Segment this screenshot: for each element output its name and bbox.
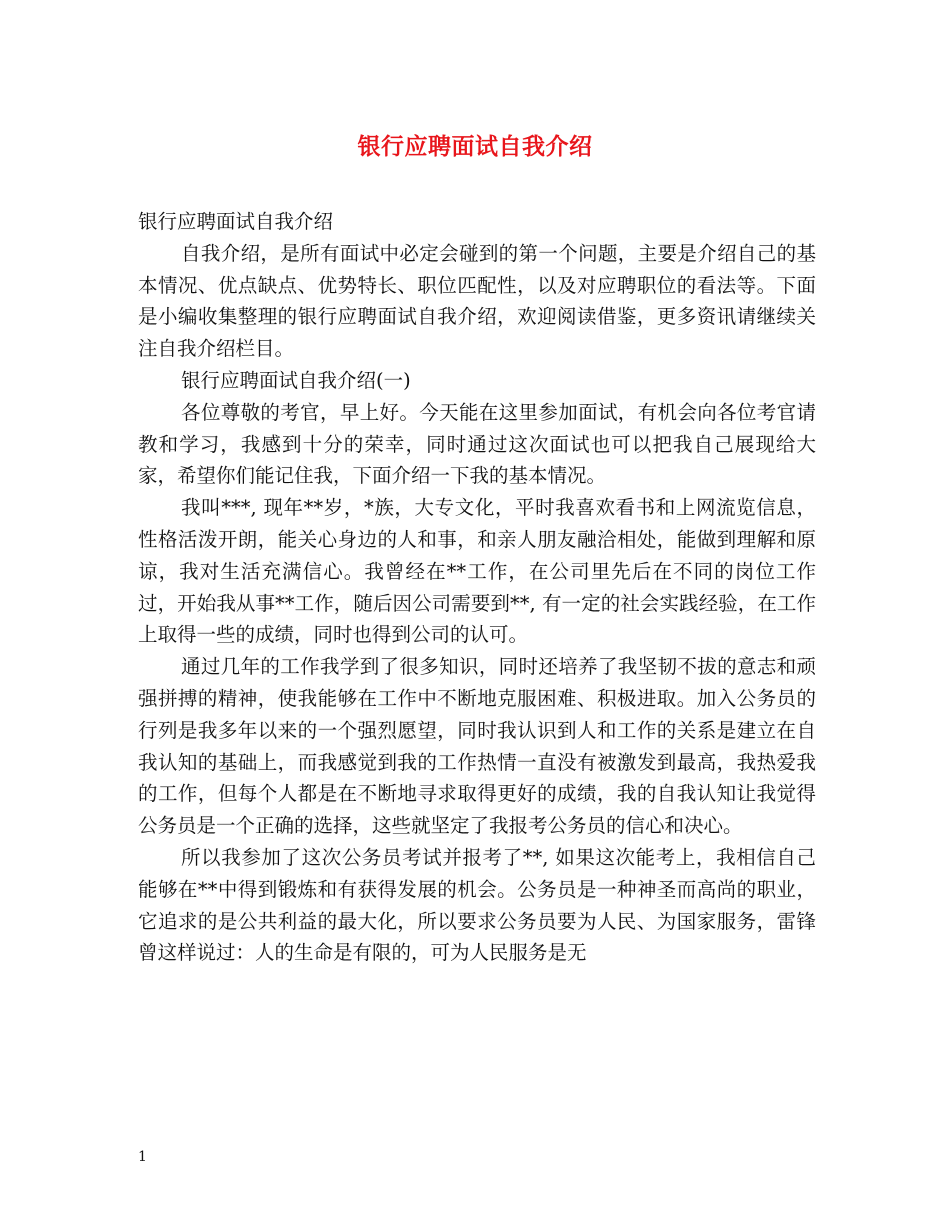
document-title: 银行应聘面试自我介绍 xyxy=(357,133,593,160)
document-body xyxy=(138,206,816,969)
paragraph: 各位尊敬的考官，早上好。今天能在这里参加面试，有机会向各位考官请教和学习，我感到十分的荣幸，同时通过这次面试也可以把我自己展现给大家，希望你们能记住我，下面介绍一下我的基本情况。 xyxy=(138,400,816,488)
paragraph: 自我介绍，是所有面试中必定会碰到的第一个问题，主要是介绍自己的基本情况、优点缺点、优势特长、职位匹配性，以及对应聘职位的看法等。下面是小编收集整理的银行应聘面试自我介绍，欢迎阅读借鉴，更多资讯请继续关注自我介绍栏目。 xyxy=(138,241,816,361)
page-number: 1 xyxy=(138,1149,147,1165)
paragraph: 银行应聘面试自我介绍 xyxy=(138,210,334,233)
paragraph: 所以我参加了这次公务员考试并报考了**, 如果这次能考上，我相信自己能够在**中得到锻炼和有获得发展的机会。公务员是一种神圣而高尚的职业，它追求的是公共利益的最大化，所以要求公务员要为人民、为国家服务，雷锋曾这样说过：人的生命是有限的，可为人民服务是无 xyxy=(138,845,816,965)
paragraph: 通过几年的工作我学到了很多知识，同时还培养了我坚韧不拔的意志和顽强拼搏的精神，使我能够在工作中不断地克服困难、积极进取。加入公务员的行列是我多年以来的一个强烈愿望，同时我认识到人和工作的关系是建立在自我认知的基础上，而我感觉到我的工作热情一直没有被激发到最高，我热爱我的工作，但每个人都是在不断地寻求取得更好的成绩，我的自我认知让我觉得公务员是一个正确的选择，这些就坚定了我报考公务员的信心和决心。 xyxy=(138,655,816,838)
paragraph: 我叫***, 现年**岁，*族，大专文化，平时我喜欢看书和上网流览信息，性格活泼开朗，能关心身边的人和事，和亲人朋友融洽相处，能做到理解和原谅，我对生活充满信心。我曾经在**工作，在公司里先后在不同的岗位工作过，开始我从事**工作，随后因公司需要到**, 有一定的社会实践经验，在工作上取得一些的成绩，同时也得到公司的认可。 xyxy=(138,496,816,647)
section-heading: 银行应聘面试自我介绍(一) xyxy=(181,368,411,392)
